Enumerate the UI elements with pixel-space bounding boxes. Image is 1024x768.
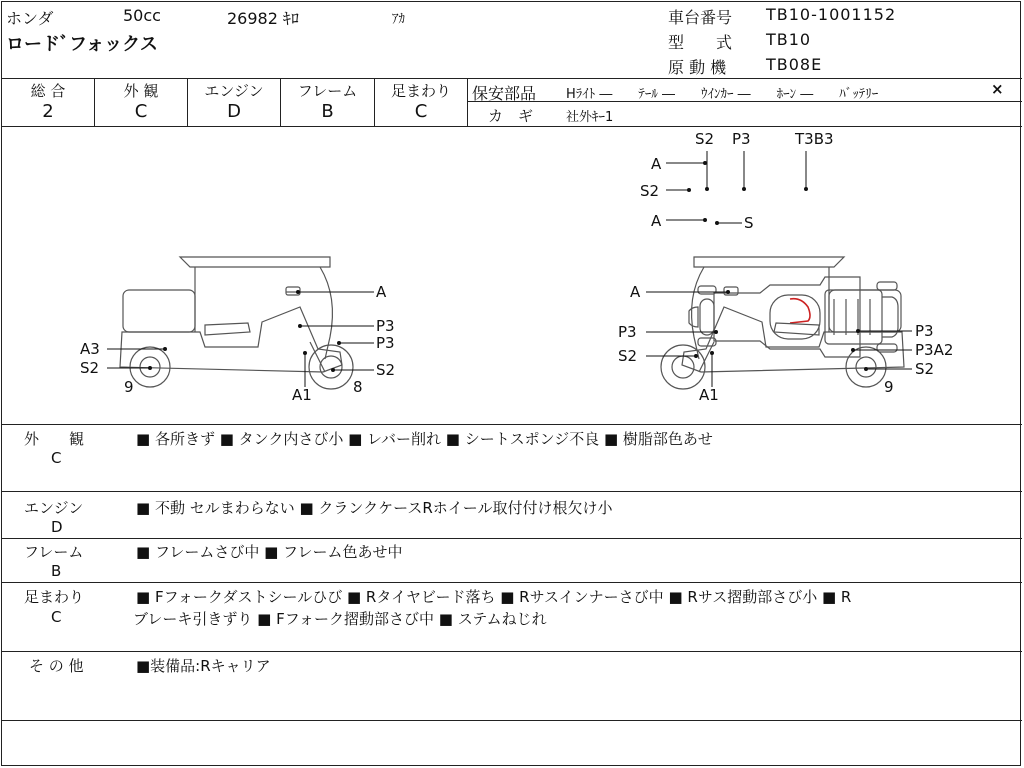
label-left-s2b: S2: [376, 361, 396, 379]
remark-engine-label: エンジン: [24, 499, 84, 517]
label-right-a1: A1: [699, 386, 719, 404]
color: ｱｶ: [392, 12, 405, 27]
grade-engine-value: D: [227, 101, 241, 122]
remark-frame-grade: B: [51, 562, 62, 580]
remark-other-text: ■装備品:Rキャリア: [136, 657, 271, 675]
label-top-a2: A: [651, 212, 662, 230]
model-name: ロードﾞフォックス: [6, 34, 158, 55]
label-right-s2a: S2: [618, 347, 638, 365]
label-left-9: 9: [124, 378, 134, 396]
label-top-s: S: [744, 214, 754, 232]
divider: [1, 424, 1022, 425]
grade-exterior-value: C: [134, 101, 148, 122]
remark-engine-grade: D: [51, 518, 63, 536]
damage-diagram: [0, 127, 1024, 424]
safety-items: Hﾗｲﾄ ― ﾃｰﾙ ― ｳｲﾝｶｰ ― ﾎｰﾝ ― ﾊﾞｯﾃﾘｰ: [566, 87, 879, 102]
scooter-left-view: [120, 257, 353, 389]
label-right-p3a: P3: [618, 323, 637, 341]
label-right-a: A: [630, 283, 641, 301]
label-right-s2b: S2: [915, 360, 935, 378]
label-left-8: 8: [353, 378, 363, 396]
label-left-a: A: [376, 283, 387, 301]
frame-no-label: 車台番号: [668, 8, 733, 27]
label-right-p3b: P3: [915, 322, 934, 340]
grade-overall-value: 2: [42, 101, 54, 122]
divider: [1, 720, 1022, 721]
label-top-t3b3: T3B3: [795, 130, 834, 148]
remark-exterior-grade: C: [51, 449, 62, 467]
divider: [1, 78, 1022, 79]
grade-overall-label: 総 合: [30, 82, 66, 100]
divider: [1, 651, 1022, 652]
grade-suspension-value: C: [414, 101, 428, 122]
remark-suspension-text-1: ■ Fフォークダストシールひび ■ Rタイヤビード落ち ■ Rサスインナーさび中 ■ Rサス摺動部さび小 ■ R: [136, 588, 852, 606]
maker: ホンダ: [6, 9, 54, 28]
grade-engine-label: エンジン: [204, 82, 264, 100]
displacement: 50cc: [123, 6, 161, 25]
label-left-a3: A3: [80, 340, 100, 358]
remark-suspension-text-2: ブレーキ引きずり ■ Fフォーク摺動部さび中 ■ ステムねじれ: [133, 610, 547, 628]
divider: [467, 78, 468, 126]
remark-frame-text: ■ フレームさび中 ■ フレーム色あせ中: [136, 543, 403, 561]
key-value: 社外ｷｰ1: [566, 110, 614, 125]
remark-exterior-text: ■ 各所きず ■ タンク内さび小 ■ レバー削れ ■ シートスポンジ不良 ■ 樹脂部色あせ: [136, 430, 713, 448]
grade-frame-value: B: [321, 101, 334, 122]
label-right-p3a2: P3A2: [915, 341, 954, 359]
divider: [1, 538, 1022, 539]
remark-exterior-label: 外 観: [24, 430, 85, 448]
battery-mark: ×: [991, 80, 1004, 98]
label-right-9: 9: [884, 378, 894, 396]
type-label: 型 式: [668, 33, 733, 52]
label-top-s2b: S2: [640, 182, 660, 200]
label-left-s2a: S2: [80, 359, 100, 377]
grade-exterior-label: 外 観: [123, 82, 159, 100]
remark-frame-label: フレーム: [24, 543, 84, 561]
key-label: カ ギ: [488, 107, 534, 125]
grade-frame-label: フレーム: [297, 82, 358, 100]
label-left-p3a: P3: [376, 317, 395, 335]
engine-value: TB08E: [766, 55, 823, 74]
remark-suspension-label: 足まわり: [24, 588, 85, 606]
engine-label: 原 動 機: [668, 58, 727, 77]
label-left-a1: A1: [292, 386, 312, 404]
safety-label: 保安部品: [472, 84, 537, 103]
label-left-p3b: P3: [376, 334, 395, 352]
grade-suspension-label: 足まわり: [390, 82, 451, 100]
label-top-s2: S2: [695, 130, 715, 148]
remark-other-label: そ の 他: [29, 657, 84, 675]
divider: [1, 491, 1022, 492]
divider: [1, 582, 1022, 583]
frame-no: TB10-1001152: [766, 5, 897, 24]
remark-suspension-grade: C: [51, 608, 62, 626]
mileage: 26982 ｷﾛ: [227, 9, 299, 28]
type-value: TB10: [766, 30, 812, 49]
label-top-p3: P3: [732, 130, 751, 148]
label-top-a1: A: [651, 155, 662, 173]
remark-engine-text: ■ 不動 セルまわらない ■ クランクケースRホイール取付付け根欠け小: [136, 499, 613, 517]
